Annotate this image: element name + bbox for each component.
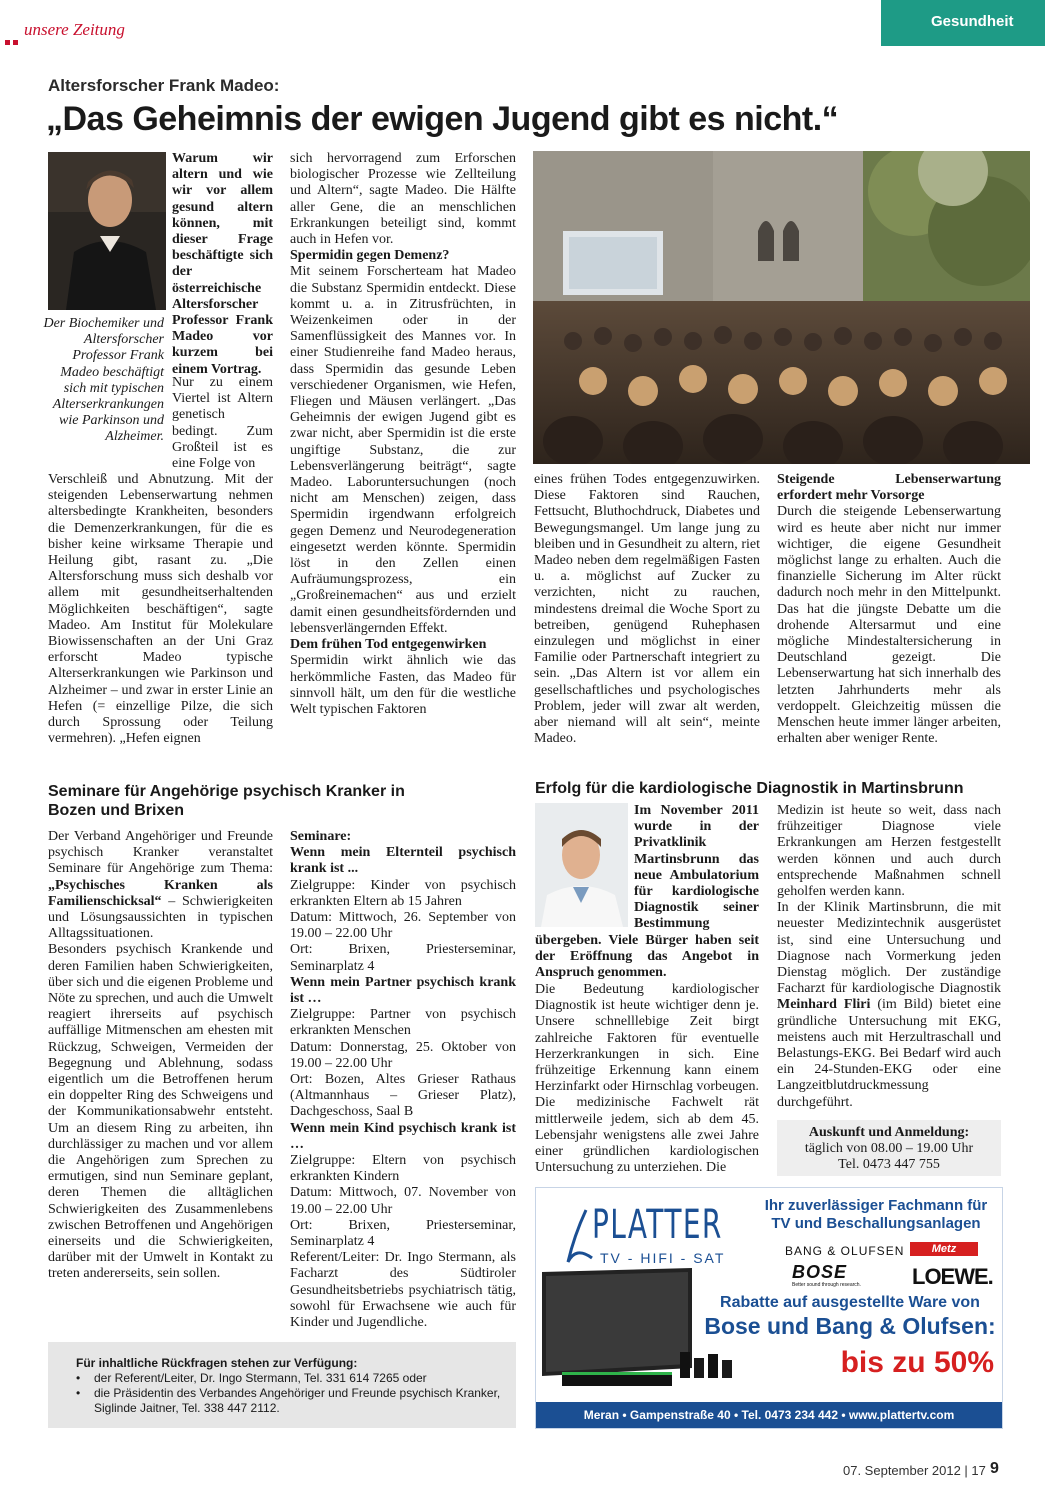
article3-para3: In der Klinik Martinsbrunn, die mit neuester Medizintechnik ausgerüstet ist, sind eine Untersuchung und Diagnose nach Vormerkung jeden Dienstag möglich. Der zuständige Facharzt für kardiologische Diagnostik Meinhard Fliri (im Bild) bietet eine gründliche Untersuchung mit EKG, meistens auch mit Herzultraschall und Belastungs-EKG. Bei Bedarf wird auch ein 24-Stunden-EKG oder eine Langzeitblutdruckmessung durchgeführt. bbox=[777, 900, 1002, 1110]
ad-offer1: Rabatte auf ausgestellte Ware von bbox=[720, 1294, 980, 1311]
article2-para1 bbox=[48, 829, 273, 942]
logo-bang-olufsen: BANG & OLUFSEN bbox=[785, 1244, 905, 1258]
ad-footer: Meran • Gampenstraße 40 • Tel. 0473 234 442 • www.plattertv.com bbox=[583, 1408, 955, 1422]
article2-para1-pre: Der Verband Angehöriger und Freunde psychisch Kranker veranstaltet Seminare für Angehörige zum Thema: bbox=[48, 829, 273, 877]
seminar1-date: Datum: Mittwoch, 26. September von 19.00 – 22.00 Uhr bbox=[290, 910, 516, 942]
contact-infobox bbox=[48, 1342, 516, 1428]
ad-offer3: bis zu 50% bbox=[840, 1346, 994, 1379]
portrait-caption: Der Biochemiker und Altersforscher Professor Frank Madeo beschäftigt sich mit typischen Alterserkrankungen wie Parkinson und Alzheimer. bbox=[43, 316, 164, 445]
article1-title: „Das Geheimnis der ewigen Jugend gibt es nicht.“ bbox=[46, 100, 839, 138]
seminar1-group: Zielgruppe: Kinder von psychisch erkrankten Eltern ab 15 Jahren bbox=[290, 877, 516, 909]
seminar1-title: Wenn mein Elternteil psychisch krank ist ... bbox=[290, 845, 516, 877]
article3-col2 bbox=[777, 803, 1001, 1111]
infobox-title: Für inhaltliche Rückfragen stehen zur Verfügung: bbox=[76, 1356, 358, 1370]
seminar-referent: Referent/Leiter: Dr. Ingo Stermann, als Facharzt des Südtiroler Gesundheitsbetriebs psychiatrisch tätig, sowohl für Erwachsene wie auch für Kinder und Jugendliche. bbox=[290, 1250, 516, 1331]
article1-col2 bbox=[290, 151, 516, 718]
platter-sub: TV - HIFI - SAT bbox=[600, 1250, 726, 1266]
seminar2-title: Wenn mein Partner psychisch krank ist … bbox=[290, 974, 516, 1007]
article3-col1: Die Bedeutung kardiologischer Diagnostik ist heute wichtiger denn je. Unsere schnelllebige Zeit birgt zahlreiche Faktoren für eventuelle Herzerkrankungen in sich. Eine frühzeitige Erkennung kann einem Herzinfarkt oder Hirnschlag vorbeugen. Die medizinische Fachwelt rät mittlerweile jedem, sich ab dem 45. Lebensjahr wenigstens alle zwei Jahre einer gründlichen kardiologischen Untersuchung zu unterziehen. Die bbox=[535, 982, 759, 1176]
article2-topic: „Psychisches Kranken als Familienschicksal“ bbox=[48, 877, 273, 909]
doctor-name: Meinhard Fliri bbox=[777, 997, 871, 1013]
logo-loewe: LOEWE. bbox=[912, 1264, 993, 1289]
logo-bose-claim: Better sound through research. bbox=[792, 1282, 861, 1288]
seminar2-date: Datum: Donnerstag, 25. Oktober von 19.00 – 22.00 Uhr bbox=[290, 1039, 516, 1071]
article2-title: Seminare für Angehörige psychisch Kranker in Bozen und Brixen bbox=[48, 783, 405, 819]
article1-col2-para-a: sich hervorragend zum Erforschen biologischer Prozesse wie Zellteilung und Altern“, sagte Madeo. Die Hälfte aller Gene, die an menschlichen Erkrankungen beteiligt sind, kommt auch in Hefen vor. bbox=[290, 151, 516, 248]
section-label: Gesundheit bbox=[931, 13, 1014, 30]
event-audience-photo bbox=[533, 151, 1030, 464]
article1-subhead-tod: Dem frühen Tod entgegenwirken bbox=[290, 637, 487, 653]
section-tab bbox=[881, 0, 1045, 46]
article1-col4-para: Durch die steigende Lebenserwartung wird es heute aber nicht nur immer wichtiger, die eigene Gesundheit möglichst lange zu erhalten. Auch die finanzielle Sicherung im Alter rückt dadurch noch mehr in den Mittelpunkt. Das hat die jüngste Debatte um die drohende Altersarmut und eine mögliche Mindestaltersicherung in Deutschland gezeigt. Die Lebenserwartung hat sich innerhalb des letzten Jahrhunderts mehr als verdoppelt. Gleichzeitig müssen die Menschen heute immer länger arbeiten, erhalten aber weniger Rente. bbox=[777, 504, 1001, 747]
article1-kicker: Altersforscher Frank Madeo: bbox=[48, 76, 280, 95]
logo-metz: Metz bbox=[910, 1242, 978, 1256]
ad-footer-bar bbox=[536, 1402, 1002, 1428]
article1-col3: eines frühen Todes entgegenzuwirken. Diese Faktoren sind Rauchen, Fettsucht, Bluthochdruck, Diabetes und Bewegungsmangel. Um lange jung zu bleiben und in Gesundheit zu altern, riet Madeo neben dem regelmäßigen Fasten u. a. möglichst auf Zucker zu verzichten, nicht zu rauchen, mindestens dreimal die Woche Sport zu betreiben, genügend Ruhephasen einzulegen und möglichst in einer Familie oder Partnerschaft integriert zu sein. „Das Altern ist vor allem ein gesellschaftliches und psychologisches Problem, jeder will zwar alt werden, aber niemand will alt sein“, meinte Madeo. bbox=[534, 472, 760, 747]
article3-para2: Medizin ist heute so weit, dass nach frühzeitiger Diagnose viele Erkrankungen am Herzen festgestellt werden können und auch durch entsprechende Maßnahmen schnell geholfen werden kann. bbox=[777, 803, 1001, 900]
seminar3-place: Ort: Brixen, Priesterseminar, Seminarplatz 4 bbox=[290, 1217, 516, 1250]
seminar3-date: Datum: Mittwoch, 07. November von 19.00 – 22.00 Uhr bbox=[290, 1185, 516, 1217]
article1-col2-para-b: Mit seinem Forscherteam hat Madeo die Substanz Spermidin entdeckt. Diese kommt u. a. in Zitrusfrüchten, in Weizenkeimen oder in der Samenflüssigkeit des Mannes vor. In einer Studienreihe fand Madeo heraus, dass Spermidin das gesunde Leben verschiedener Organismen, wie Hefen, Fliegen und Mäusen verlängert. „Das Geheimnis der ewigen Jugend gibt es zwar nicht, aber Spermidin ist die erste ungiftige Substanz, die zur Lebensverlängerung beiträgt“, sagte Madeo. Laboruntersuchungen (noch nicht am Menschen) zeigen, dass Spermidin irgendwann erfolgreich gegen Demenz und Neurodegeneration eingesetzt werden könnte. Spermidin löst in den Zellen einen Aufräumungsprozess, ein „Großreinemachen“ aus und erzielt damit einen gesundheitsfördernden und lebensverlängernden Effekt. bbox=[290, 264, 516, 636]
contact-hours: täglich von 08.00 – 19.00 Uhr bbox=[804, 1141, 974, 1156]
article2-col2 bbox=[290, 829, 516, 1331]
page-number: 9 bbox=[990, 1460, 999, 1477]
seminar3-title: Wenn mein Kind psychisch krank ist … bbox=[290, 1120, 516, 1152]
logo: unsere Zeitung bbox=[24, 20, 125, 39]
seminare-label: Seminare: bbox=[290, 829, 352, 844]
ad-tagline2: TV und Beschallungsanlagen bbox=[771, 1215, 981, 1232]
article1-subhead-spermidin: Spermidin gegen Demenz? bbox=[290, 248, 450, 264]
contact-title: Auskunft und Anmeldung: bbox=[808, 1125, 970, 1140]
logo-bose: BOSE bbox=[792, 1262, 848, 1282]
article1-col2-para-c: Spermidin wirkt ähnlich wie das herkömmliche Fasten, das Madeo für sinnvoll hält, um den für die westliche Welt typischen Faktoren bbox=[290, 653, 516, 717]
ad-tagline1: Ihr zuverlässiger Fachmann für bbox=[764, 1197, 988, 1214]
article1-col1a: Nur zu einem Viertel ist Altern genetisch bedingt. Zum Großteil ist es eine Folge von bbox=[172, 375, 273, 472]
article1-col1b: Verschleiß und Abnutzung. Mit der steigenden Lebenserwartung nehmen altersbedingte Krankheiten, besonders die Demenzerkrankungen, für die es bisher keine wirksame Therapie und Heilung gibt, rasant zu. „Die Altersforschung muss sich deshalb vor allem mit gesundheitserhaltenden Möglichkeiten beschäftigen“, sagte Madeo. Am Institut für Molekulare Biowissenschaften an der Uni Graz erforscht Madeo typische Alterserkrankungen wie Parkinson und Alzheimer – und zwar in erster Linie an Hefen (= einzellige Pilze, die sich durch Sprossung oder Teilung vermehren). „Hefen eignen bbox=[48, 472, 273, 747]
header-dots bbox=[5, 30, 18, 49]
contact-tel: Tel. 0473 447 755 bbox=[838, 1157, 940, 1172]
seminar2-place: Ort: Bozen, Altes Grieser Rathaus (Altmannhaus – Grieser Platz), Dachgeschoss, Saal B bbox=[290, 1072, 516, 1120]
article2-para2: Besonders psychisch Krankende und deren Familien haben Schwierigkeiten, über sich und die eigenen Probleme und Nöte zu sprechen, und auch die Umwelt reagiert ihrerseits auf psychisch auffällige Mitmenschen am ehesten mit Rückzug, Schweigen, Vermeiden der Begegnung und Ablehnung, sodass eigentlich um die Betroffenen herum ein doppelter Ring des Schweigens und der Kommunikationsabwehr entsteht. Um an diesem Ring zu arbeiten, ihn durchlässiger zu machen und vor allem die Angehörigen zum Sprechen zu ermutigen, sind nun Seminare geplant, deren Themen die alltäglichen Schwierigkeiten des Zusammenlebens zwischen Betroffenen und Angehörigen einerseits und die Schwierigkeiten, darüber mit der Umwelt in Kontakt zu treten andererseits, sein sollen. bbox=[48, 942, 273, 1282]
article1-lead: Warum wir altern und wie wir vor allem gesund altern können, mit dieser Frage beschäftigte sich der österreichische Altersforscher Professor Frank Madeo vor kurzem bei einem Vortrag. bbox=[172, 151, 273, 377]
seminar1-place: Ort: Brixen, Priesterseminar, Seminarplatz 4 bbox=[290, 942, 516, 974]
article1-col4 bbox=[777, 472, 1001, 747]
article2-col1 bbox=[48, 829, 273, 1283]
seminar2-group: Zielgruppe: Partner von psychisch erkrankten Menschen bbox=[290, 1007, 516, 1039]
contact-box bbox=[777, 1120, 1001, 1176]
infobox-item: • der Referent/Leiter, Dr. Ingo Stermann, Tel. 331 614 7265 oder bbox=[76, 1371, 427, 1385]
seminar3-group: Zielgruppe: Eltern von psychisch erkrankten Kindern bbox=[290, 1153, 516, 1185]
article1-subhead-vorsorge: Steigende Lebenserwartung erfordert mehr Vorsorge bbox=[777, 472, 1001, 504]
article3-lead-text: Im November 2011 wurde in der Privatklinik Martinsbrunn das neue Ambulatorium für kardiologische Diagnostik seiner Bestimmung übergeben. Viele Bürger haben seit der Eröffnung das Angebot in Anspruch genommen. bbox=[535, 803, 759, 981]
article3-title: Erfolg für die kardiologische Diagnostik in Martinsbrunn bbox=[535, 780, 964, 797]
footer-date: 07. September 2012 | 17 bbox=[843, 1463, 986, 1478]
article2-para1-post: – Schwierigkeiten und Lösungsaussichten in typischen Alltagssituationen. bbox=[48, 893, 273, 942]
portrait-madeo-photo bbox=[48, 152, 166, 310]
ad-offer2: Bose und Bang & Olufsen: bbox=[704, 1313, 996, 1339]
platter-ad bbox=[535, 1187, 1003, 1429]
infobox-item: • die Präsidentin des Verbandes Angehöriger und Freunde psychisch Kranker, Siglinde Jaitner, Tel. 338 447 2112. bbox=[76, 1386, 501, 1415]
platter-brand: PLATTER bbox=[592, 1202, 723, 1248]
article3-lead bbox=[535, 803, 759, 981]
